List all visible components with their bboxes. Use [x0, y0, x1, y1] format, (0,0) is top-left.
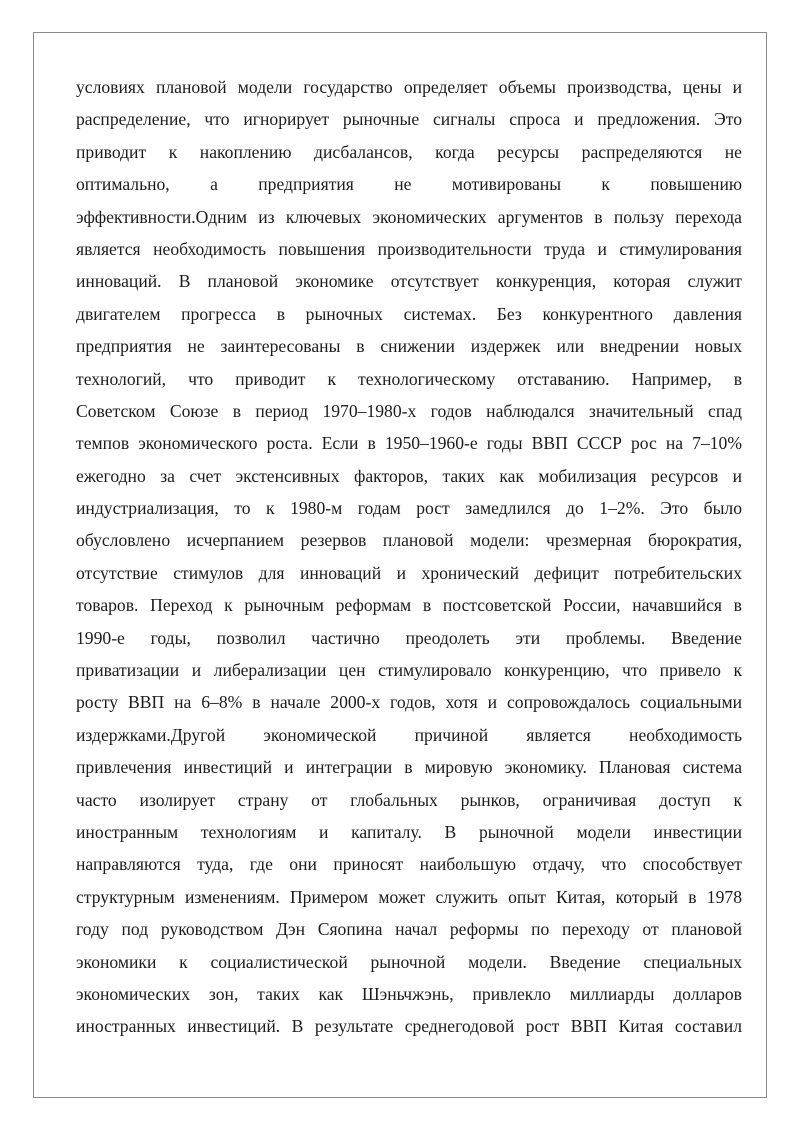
- text-line: оптимально, а предприятия не мотивированы к повышению: [76, 174, 742, 195]
- text-line: направляются туда, где они приносят наибольшую отдачу, что способствует: [76, 854, 742, 875]
- text-line: привлечения инвестиций и интеграции в мировую экономику. Плановая система: [76, 757, 742, 778]
- text-line: иностранных инвестиций. В результате среднегодовой рост ВВП Китая составил: [76, 1016, 742, 1037]
- text-line: обусловлено исчерпанием резервов плановой модели: чрезмерная бюрократия,: [76, 530, 742, 551]
- text-line: экономических зон, таких как Шэньчжэнь, привлекло миллиарды долларов: [76, 983, 742, 1004]
- text-line: отсутствие стимулов для инноваций и хронический дефицит потребительских: [76, 562, 742, 583]
- text-line: структурным изменениям. Примером может служить опыт Китая, который в 1978: [76, 886, 742, 907]
- text-line: году под руководством Дэн Сяопина начал реформы по переходу от плановой: [76, 919, 742, 940]
- text-line: Советском Союзе в период 1970–1980-х годов наблюдался значительный спад: [76, 400, 742, 421]
- text-line: иностранным технологиям и капиталу. В рыночной модели инвестиции: [76, 821, 742, 842]
- text-line: приводит к накоплению дисбалансов, когда ресурсы распределяются не: [76, 141, 742, 162]
- body-text: [76, 71, 742, 1043]
- text-line: технологий, что приводит к технологическому отставанию. Например, в: [76, 368, 742, 389]
- text-line: ежегодно за счет экстенсивных факторов, таких как мобилизация ресурсов и: [76, 465, 742, 486]
- text-line: двигателем прогресса в рыночных системах. Без конкурентного давления: [76, 303, 742, 324]
- text-line: распределение, что игнорирует рыночные сигналы спроса и предложения. Это: [76, 109, 742, 130]
- text-line: предприятия не заинтересованы в снижении издержек или внедрении новых: [76, 336, 742, 357]
- text-line: индустриализация, то к 1980-м годам рост замедлился до 1–2%. Это было: [76, 498, 742, 519]
- text-line: приватизации и либерализации цен стимулировало конкуренцию, что привело к: [76, 660, 742, 681]
- text-line: 1990-е годы, позволил частично преодолеть эти проблемы. Введение: [76, 627, 742, 648]
- text-line: экономики к социалистической рыночной модели. Введение специальных: [76, 951, 742, 972]
- text-line: росту ВВП на 6–8% в начале 2000-х годов, хотя и сопровождалось социальными: [76, 692, 742, 713]
- text-line: условиях плановой модели государство определяет объемы производства, цены и: [76, 77, 742, 97]
- text-line: инноваций. В плановой экономике отсутствует конкуренция, которая служит: [76, 271, 742, 292]
- text-line: издержками.Другой экономической причиной является необходимость: [76, 724, 742, 745]
- text-line: часто изолирует страну от глобальных рынков, ограничивая доступ к: [76, 789, 742, 810]
- text-line: эффективности.Одним из ключевых экономических аргументов в пользу перехода: [76, 206, 742, 227]
- text-line: является необходимость повышения производительности труда и стимулирования: [76, 238, 742, 259]
- text-line: товаров. Переход к рыночным реформам в постсоветской России, начавшийся в: [76, 595, 742, 616]
- text-line: темпов экономического роста. Если в 1950–1960-е годы ВВП СССР рос на 7–10%: [76, 433, 742, 454]
